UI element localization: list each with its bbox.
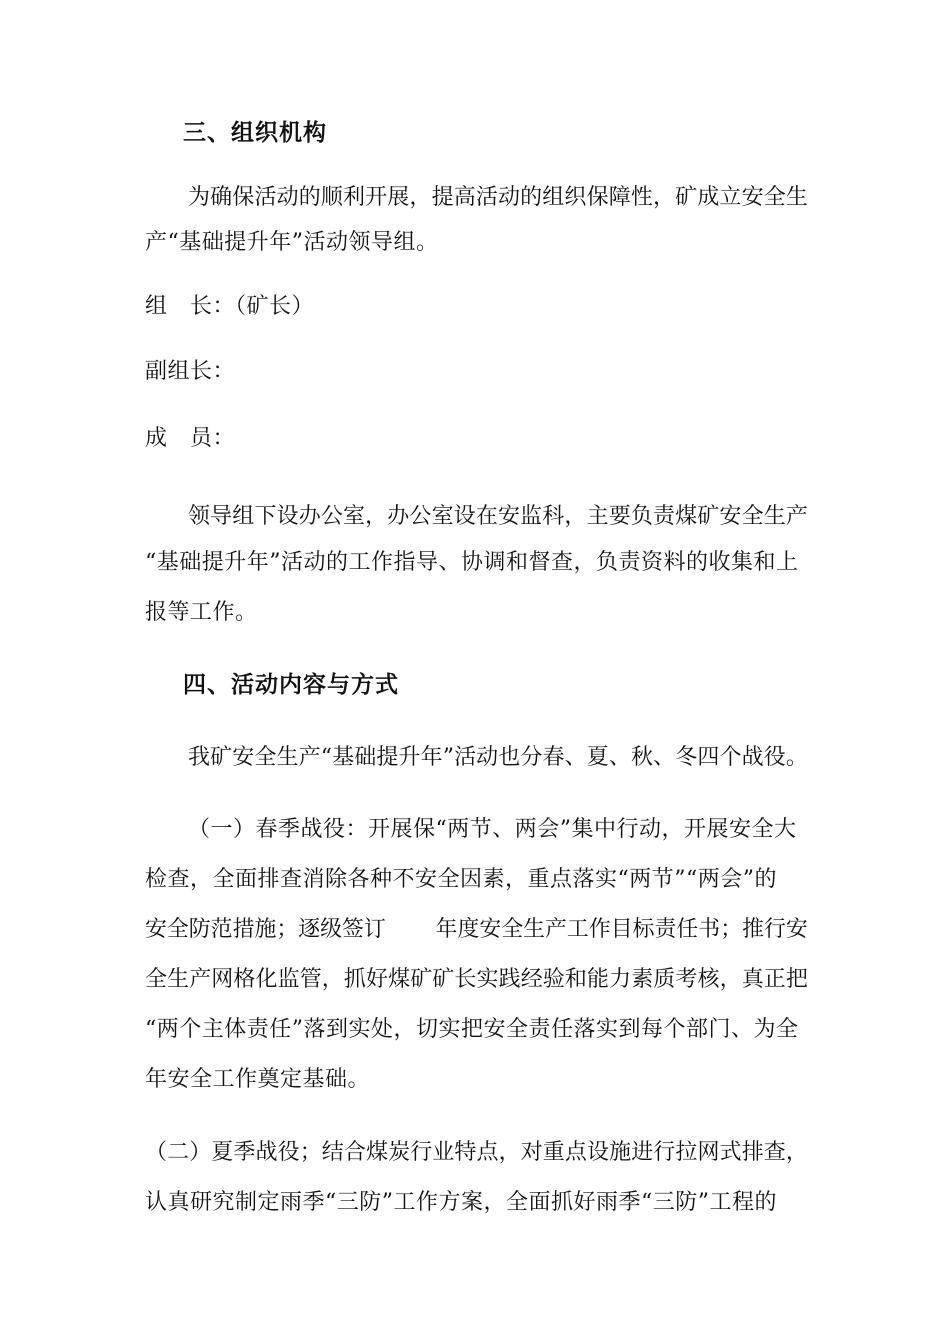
summer-campaign-line: 认真研究制定雨季“三防”工作方案，全面抓好雨季“三防”工程的 bbox=[145, 1190, 777, 1215]
section-heading-organization: 三、组织机构 bbox=[183, 120, 327, 146]
summer-campaign-line: （二）夏季战役；结合煤炭行业特点，对重点设施进行拉网式排查， bbox=[145, 1140, 809, 1165]
spring-campaign-line: 年安全工作奠定基础。 bbox=[145, 1067, 371, 1092]
leader-line: 组 长：（矿长） bbox=[145, 294, 315, 319]
spring-campaign-line: （一）春季战役：开展保“两节、两会”集中行动，开展安全大 bbox=[188, 817, 797, 842]
paragraph-line: 报等工作。 bbox=[145, 600, 258, 625]
spring-campaign-line: 检查，全面排查消除各种不安全因素，重点落实“两节”“两会”的 bbox=[145, 867, 777, 892]
spring-campaign-line bbox=[145, 915, 808, 945]
section-heading-activities: 四、活动内容与方式 bbox=[183, 672, 399, 698]
spring-campaign-text: 安全防范措施；逐级签订 bbox=[145, 917, 386, 942]
paragraph-line: 领导组下设办公室，办公室设在安监科，主要负责煤矿安全生产 bbox=[188, 504, 809, 529]
deputy-leader-line: 副组长： bbox=[145, 359, 236, 384]
paragraph-line: “基础提升年”活动的工作指导、协调和督查，负责资料的收集和上 bbox=[145, 550, 799, 575]
paragraph-line: 为确保活动的顺利开展，提高活动的组织保障性，矿成立安全生 bbox=[188, 185, 809, 210]
members-line: 成 员： bbox=[145, 426, 236, 451]
spring-campaign-text: 年度安全生产工作目标责任书；推行安 bbox=[435, 917, 808, 942]
spring-campaign-line: “两个主体责任”落到实处，切实把安全责任落实到每个部门、为全 bbox=[145, 1017, 799, 1042]
paragraph-line: 产“基础提升年”活动领导组。 bbox=[145, 230, 439, 255]
spring-campaign-line: 全生产网格化监管，抓好煤矿矿长实践经验和能力素质考核，真正把 bbox=[145, 967, 809, 992]
paragraph-line: 我矿安全生产“基础提升年”活动也分春、夏、秋、冬四个战役。 bbox=[188, 745, 808, 770]
